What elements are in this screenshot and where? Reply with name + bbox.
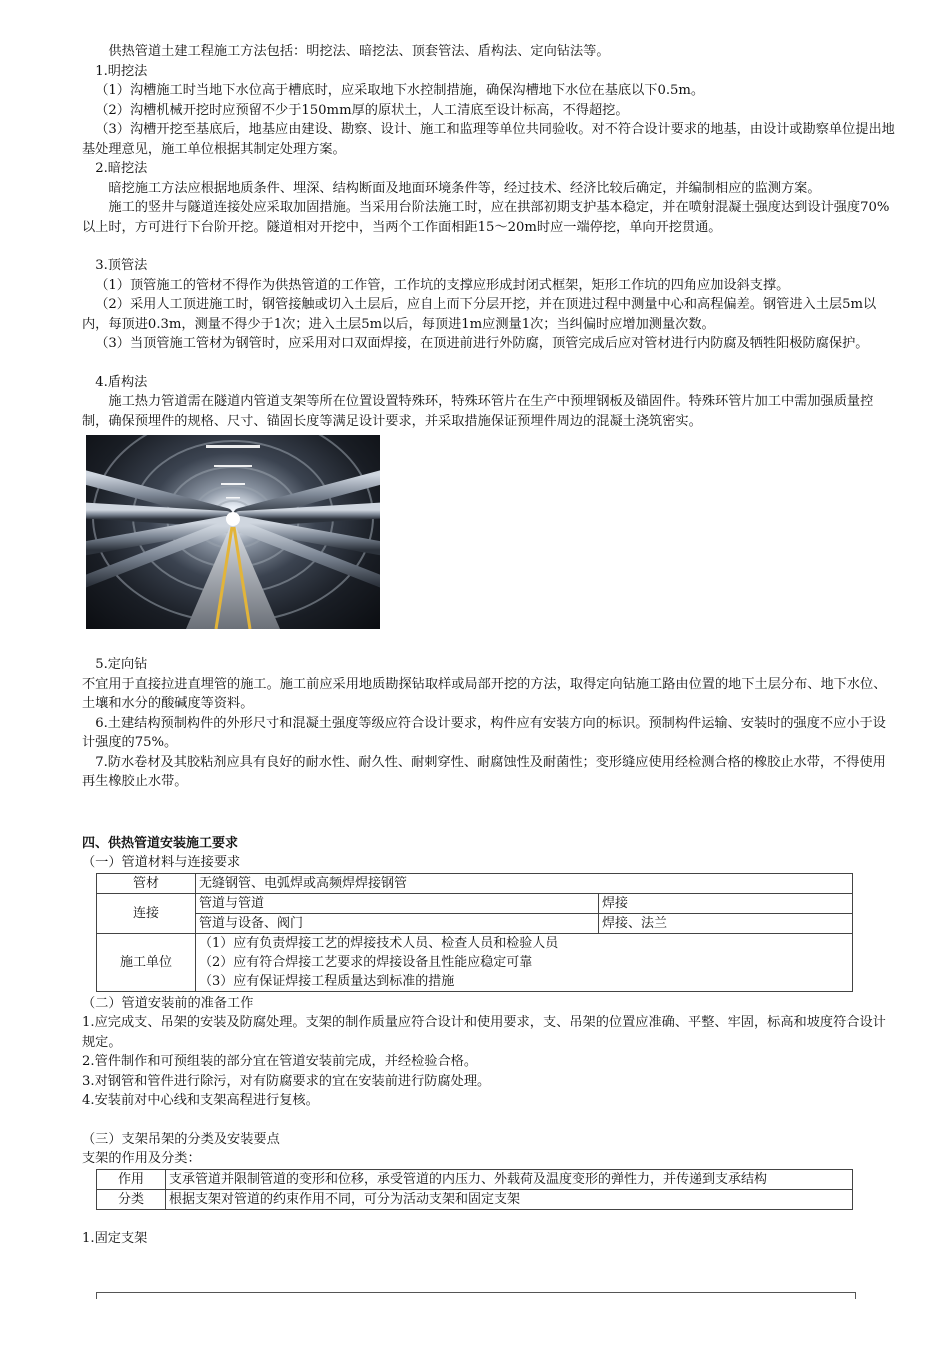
table-label: 施工单位 xyxy=(97,933,196,991)
heading-pipe-installation: 四、供热管道安装施工要求 xyxy=(82,835,239,851)
paragraph: 不宜用于直接拉进直埋管的施工。施工前应采用地质勘探钻取样或局部开挖的方法，取得定向钻施工路由位置的地下土层分布、地下水位、土壤和水分的酸碱度等资料。 xyxy=(82,676,887,711)
section-title-fixed-support: 1.固定支架 xyxy=(82,1230,148,1246)
table-label: 管材 xyxy=(97,873,196,893)
table-cell: 焊接、法兰 xyxy=(599,913,853,933)
paragraph: （1）沟槽施工时当地下水位高于槽底时，应采取地下水控制措施，确保沟槽地下水位在基底以下0.5m。 xyxy=(95,83,705,98)
paragraph: 3.对钢管和管件进行除污，对有防腐要求的宜在安装前进行防腐处理。 xyxy=(82,1073,491,1089)
paragraph: 施工热力管道需在隧道内管道支架等所在位置设置特殊环，特殊环管片在生产中预埋钢板及锚固件。特殊环管片加工中需加强质量控制，确保预埋件的规格、尺寸、锚固长度等满足设计要求，并采取措施保证预埋件周边的混凝土浇筑密实。 xyxy=(82,394,874,429)
subheading-preparation: （二）管道安装前的准备工作 xyxy=(82,995,254,1011)
tunnel-pipes-photo xyxy=(86,435,380,629)
paragraph: （2）沟槽机械开挖时应预留不少于150mm厚的原状土，人工清底至设计标高，不得超挖。 xyxy=(95,102,629,118)
list-item: （2）应有符合焊接工艺要求的焊接设备且性能应稳定可靠 xyxy=(199,954,533,970)
paragraph: 1.应完成支、吊架的安装及防腐处理。支架的制作质量应符合设计和使用要求，支、吊架的位置应准确、平整、牢固，标高和坡度符合设计规定。 xyxy=(82,1015,886,1050)
table-cell: 管道与设备、阀门 xyxy=(196,913,599,933)
paragraph: 2.管件制作和可预组装的部分宜在管道安装前完成，并经检验合格。 xyxy=(82,1054,478,1069)
table-top-edge xyxy=(96,1292,856,1299)
table-cell: 无缝钢管、电弧焊或高频焊焊接钢管 xyxy=(196,873,853,893)
paragraph: 4.安装前对中心线和支架高程进行复核。 xyxy=(82,1093,319,1108)
table-cell xyxy=(196,933,853,991)
supports-table xyxy=(96,1169,853,1210)
table-label: 分类 xyxy=(97,1189,166,1209)
paragraph: 施工的竖井与隧道连接处应采取加固措施。当采用台阶法施工时，应在拱部初期支护基本稳定，并在喷射混凝土强度达到设计强度70%以上时，方可进行下台阶开挖。隧道相对开挖中，当两个工作面相距15～20m时应一端停挖，单向开挖贯通。 xyxy=(82,200,890,235)
table-cell: 根据支架对管道的约束作用不同，可分为活动支架和固定支架 xyxy=(166,1189,853,1209)
paragraph: 支架的作用及分类： xyxy=(82,1151,201,1166)
list-item: （3）应有保证焊接工程质量达到标准的措施 xyxy=(199,973,455,989)
paragraph: （1）顶管施工的管材不得作为供热管道的工作管，工作坑的支撑应形成封闭式框架，矩形工作坑的四角应加设斜支撑。 xyxy=(95,277,790,293)
paragraph: 6.土建结构预制构件的外形尺寸和混凝土强度等级应符合设计要求，构件应有安装方向的标识。预制构件运输、安装时的强度不应小于设计强度的75%。 xyxy=(82,715,886,750)
table-cell: 支承管道并限制管道的变形和位移，承受管道的内压力、外载荷及温度变形的弹性力，并传递到支承结构 xyxy=(166,1169,853,1189)
table-cell: 焊接 xyxy=(599,893,853,913)
subheading-materials: （一）管道材料与连接要求 xyxy=(82,855,241,870)
paragraph: （3）当顶管施工管材为钢管时，应采用对口双面焊接，在顶进前进行外防腐，顶管完成后应对管材进行内防腐及牺牲阳极防腐保护。 xyxy=(95,336,869,351)
paragraph: 暗挖施工方法应根据地质条件、埋深、结构断面及地面环境条件等，经过技术、经济比较后确定，并编制相应的监测方案。 xyxy=(108,180,821,196)
table-label: 作用 xyxy=(97,1169,166,1189)
subheading-supports: （三）支架吊架的分类及安装要点 xyxy=(82,1131,280,1147)
section-title-directional-drilling: 5.定向钻 xyxy=(95,657,148,672)
section-title-shield: 4.盾构法 xyxy=(95,374,148,390)
paragraph: （3）沟槽开挖至基底后，地基应由建设、勘察、设计、施工和监理等单位共同验收。对不符合设计要求的地基，由设计或勘察单位提出地基处理意见，施工单位根据其制定处理方案。 xyxy=(82,122,895,157)
paragraph: 7.防水卷材及其胶粘剂应具有良好的耐水性、耐久性、耐刺穿性、耐腐蚀性及耐菌性；变形缝应使用经检测合格的橡胶止水带，不得使用再生橡胶止水带。 xyxy=(82,754,886,789)
list-item: （1）应有负责焊接工艺的焊接技术人员、检查人员和检验人员 xyxy=(199,935,559,951)
tunnel-illustration xyxy=(86,435,380,629)
table-label: 连接 xyxy=(97,893,196,933)
materials-table xyxy=(96,873,853,992)
section-title-tunneling: 2.暗挖法 xyxy=(95,161,148,176)
section-title-open-cut: 1.明挖法 xyxy=(95,63,148,79)
table-cell: 管道与管道 xyxy=(196,893,599,913)
document-page xyxy=(82,42,898,1248)
paragraph: （2）采用人工顶进施工时，钢管接触或切入土层后，应自上而下分层开挖，并在顶进过程中测量中心和高程偏差。钢管进入土层5m以内，每顶进0.3m，测量不得少于1次；进入土层5m以后，每顶进1m应测量1次；当纠偏时应增加测量次数。 xyxy=(82,297,877,332)
intro-paragraph: 供热管道土建工程施工方法包括：明挖法、暗挖法、顶套管法、盾构法、定向钻法等。 xyxy=(108,44,610,59)
section-title-pipe-jacking: 3.顶管法 xyxy=(95,258,148,273)
